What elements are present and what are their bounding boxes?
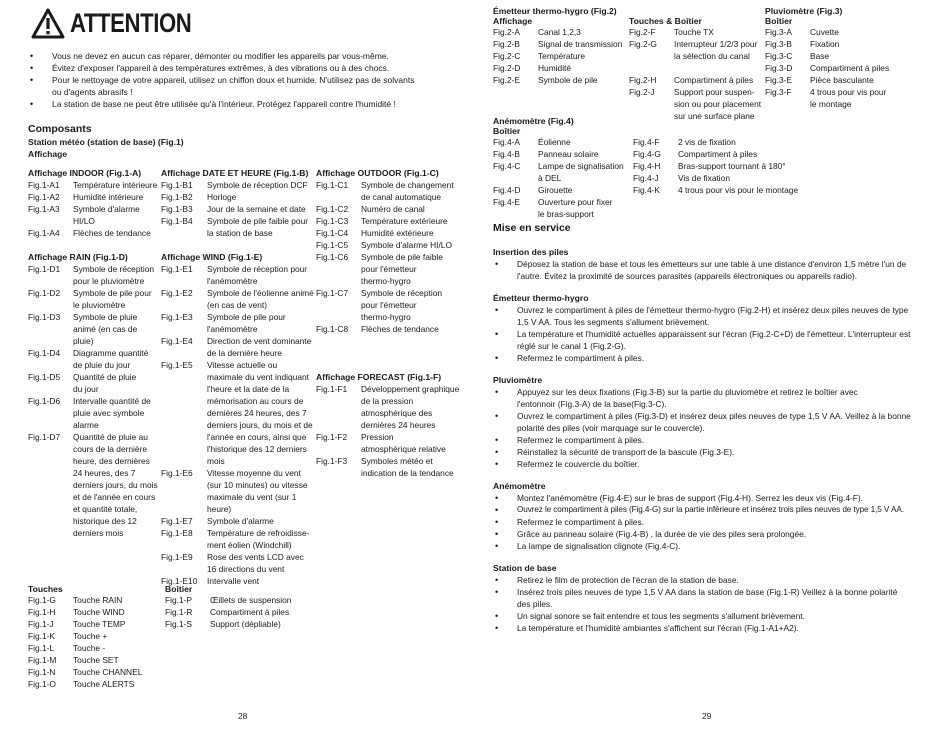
list-item: Fig.1-D7 Quantité de pluie au cours de la dernière heure, des dernières 24 heures, des 7 derniers jours, du mois et de l'année en cours et quantité totale, historique des 12 derniers mois (28, 432, 158, 538)
emetteur-touches (629, 17, 769, 122)
list-item: Fig.1-E2 Symbole de l'éolienne animé (en cas de vent) (161, 288, 314, 310)
warning-item: • Évitez d'exposer l'appareil à des températures extrêmes, à des vibrations ou à des chocs. (28, 62, 453, 74)
list-item: Fig.1-C5 Symbole d'alarme HI/LO (316, 240, 452, 250)
anemo-list-2 (633, 136, 833, 196)
bullet-item: • Retirez le film de protection de l'écran de la station de base. (493, 574, 923, 586)
anemo-boitier-heading: Boîtier (493, 126, 521, 136)
list-item: Fig.2-C Température (493, 51, 586, 61)
affichage-heading: Affichage (28, 149, 68, 159)
mise-en-service-body (493, 246, 923, 634)
anemo-heading: Anémomètre (Fig.4) (493, 116, 574, 126)
components-col-2 (161, 167, 315, 587)
list-item: Fig.4-K 4 trous pour vis pour le montage (633, 185, 799, 195)
boitier-section (165, 585, 315, 630)
list-item: Fig.4-H Bras-support tournant à 180° (633, 161, 786, 171)
list-item: Fig.1-N Touche CHANNEL (28, 667, 143, 677)
list-item: Fig.4-J Vis de fixation (633, 173, 730, 183)
list-item: Fig.4-B Panneau solaire (493, 149, 599, 159)
list-item: Fig.1-D5 Quantité de pluie du jour (28, 372, 137, 394)
list-item: Fig.1-O Touche ALERTS (28, 679, 135, 689)
section-heading: Anémomètre (493, 481, 546, 491)
emetteur-affichage (493, 17, 633, 86)
indoor-list (28, 179, 160, 239)
warning-item: • La station de base ne peut être utilisée qu'à l'intérieur. Protégez l'appareil contre l'humidité ! (28, 98, 453, 110)
list-item: Fig.4-C Lampe de signalisation à DEL (493, 161, 624, 183)
bullet-item: • Refermez le compartiment à piles. (493, 434, 923, 446)
right-page (475, 0, 950, 751)
list-item: Fig.1-K Touche + (28, 631, 108, 641)
list-item: Fig.1-D6 Intervalle quantité de pluie avec symbole alarme (28, 396, 151, 430)
list-item: Fig.1-E5 Vitesse actuelle ou maximale du vent indiquant l'heure et la date de la mémorisation au cours de dernières 24 heures, des 7 derniers jours, du mois et de l'année en cours, ainsi que l'historique des 12 derniers mois (161, 360, 313, 466)
list-item: Fig.1-D2 Symbole de pile pour le pluviomètre (28, 288, 152, 310)
list-item: Fig.1-C3 Température extérieure (316, 216, 448, 226)
touches-heading: Touches (28, 584, 63, 594)
bullet-item: • Ouvrez le compartiment à piles de l'émetteur thermo-hygro (Fig.2-H) et insérez deux piles neuves de type 1,5 V AA. Tous les segments s'allument brièvement. (493, 304, 912, 328)
list-item: Fig.2-B Signal de transmission (493, 39, 623, 49)
rain-heading: Affichage RAIN (Fig.1-D) (28, 252, 128, 262)
warning-item: • Pour le nettoyage de votre appareil, utilisez un chiffon doux et humide. N'utilisez pas de solvants ou d'agents abrasifs ! (28, 74, 422, 98)
list-item: Fig.4-F 2 vis de fixation (633, 137, 736, 147)
emetteur-affichage-heading: Affichage (493, 16, 533, 26)
list-item: Fig.2-E Symbole de pile (493, 75, 598, 85)
list-item: Fig.1-D3 Symbole de pluie animé (en cas de pluie) (28, 312, 138, 346)
bullet-item: • La température et l'humidité actuelles apparaissent sur l'écran (Fig.2-C+D) de l'émetteur. L'interrupteur est réglé sur le canal 1 (Fig.2-G). (493, 328, 917, 352)
attention-title: ATTENTION (70, 8, 192, 38)
list-item: Fig.3-C Base (765, 51, 830, 61)
bullet-item: • Réinstallez la sécurité de transport de la bascule (Fig.3-E). (493, 446, 923, 458)
outdoor-list (316, 179, 461, 335)
list-item: Fig.4-E Ouverture pour fixer le bras-support (493, 197, 613, 219)
wind-heading: Affichage WIND (Fig.1-E) (161, 252, 263, 262)
components-col-1 (28, 167, 160, 539)
list-item: Fig.1-S Support (dépliable) (165, 619, 281, 629)
list-item: Fig.2-J Support pour suspen-sion ou pour placement sur une surface plane (629, 87, 762, 121)
list-item: Fig.2-D Humidité (493, 63, 572, 73)
list-item: Fig.1-C8 Flèches de tendance (316, 324, 439, 334)
list-item: Fig.1-A2 Humidité intérieure (28, 192, 144, 202)
list-item: Fig.2-H Compartiment à piles (629, 75, 754, 85)
list-item: Fig.3-F 4 trous pour vis pour le montage (765, 87, 887, 109)
list-item: Fig.1-G Touche RAIN (28, 595, 123, 605)
pluvio-boitier (765, 17, 905, 110)
list-item: Fig.1-B3 Jour de la semaine et date (161, 204, 306, 214)
list-item: Fig.3-E Pièce basculante (765, 75, 874, 85)
list-item: Fig.1-E8 Température de refroidisse-ment éolien (Windchill) (161, 528, 310, 550)
bullet-item: • Refermez le compartiment à piles. (493, 516, 923, 528)
list-item: Fig.4-A Éolienne (493, 137, 571, 147)
bullet-item: • Refermez le compartiment à piles. (493, 352, 923, 364)
bullet-item: • Appuyez sur les deux fixations (Fig.3-B) sur la partie du pluviomètre et retirez le boîtier avec l'entonnoir (Fig.3-A) de la base(Fig.3-C). (493, 386, 867, 410)
bullet-item: • Montez l'anémomètre (Fig.4-E) sur le bras de support (Fig.4-H). Serrez les deux vis (Fig.4-F). (493, 492, 923, 504)
wind-list (161, 263, 315, 587)
anemo-list-1 (493, 136, 633, 220)
list-item: Fig.1-B1 Symbole de réception DCF (161, 180, 308, 190)
list-item: Fig.1-A3 Symbole d'alarme HI/LO (28, 204, 140, 226)
date-time-list (161, 179, 315, 239)
bullet-item: • Ouvrez le compartiment à piles (Fig.4-G) sur la partie inférieure et insérez trois piles neuves de type 1,5 V AA. (493, 504, 923, 516)
list-item: Fig.1-C6 Symbole de pile faible pour l'émetteur thermo-hygro (316, 252, 443, 286)
list-item: Fig.1-M Touche SET (28, 655, 119, 665)
list-item: Fig.1-C2 Numéro de canal (316, 204, 425, 214)
bullet-item: • Ouvrez le compartiment à piles (Fig.3-D) et insérez deux piles neuves de type 1,5 V AA. Veillez à la bonne polarité des piles (voir marquage sur le couvercle). (493, 410, 917, 434)
list-item: Fig.1-E6 Vitesse moyenne du vent (sur 10 minutes) ou vitesse maximale du vent (sur 1 heure) (161, 468, 308, 514)
warning-triangle-icon (31, 8, 65, 39)
list-item: Fig.1-B2 Horloge (161, 192, 237, 202)
list-item: Fig.1-E9 Rose des vents LCD avec 16 directions du vent (161, 552, 304, 574)
list-item: Fig.1-A4 Flèches de tendance (28, 228, 151, 238)
list-item: Fig.1-E7 Symbole d'alarme (161, 516, 274, 526)
list-item: Fig.1-B4 Symbole de pile faible pour la station de base (161, 216, 309, 238)
list-item: Fig.2-A Canal 1,2,3 (493, 27, 581, 37)
list-item: Fig.1-F3 Symboles météo et indication de la tendance (316, 456, 454, 478)
list-item: Fig.4-D Girouette (493, 185, 573, 195)
list-item: Fig.1-E10 Intervalle vent (161, 576, 260, 586)
bullet-item: • Insérez trois piles neuves de type 1,5 V AA dans la station de base (Fig.1-R) Veillez à la bonne polarité des piles. (493, 586, 912, 610)
bullet-item: • La température et l'humidité ambiantes s'affichent sur l'écran (Fig.1-A1+A2). (493, 622, 923, 634)
emetteur-touches-heading: Touches & Boîtier (629, 16, 702, 26)
list-item: Fig.1-L Touche - (28, 643, 106, 653)
list-item: Fig.1-P Œillets de suspension (165, 595, 292, 605)
list-item: Fig.2-F Touche TX (629, 27, 714, 37)
components-col-3 (316, 167, 461, 479)
list-item: Fig.4-G Compartiment à piles (633, 149, 758, 159)
list-item: Fig.1-H Touche WIND (28, 607, 125, 617)
list-item: Fig.2-G Interrupteur 1/2/3 pour la sélection du canal (629, 39, 758, 61)
list-item: Fig.1-C1 Symbole de changement de canal automatique (316, 180, 454, 202)
forecast-list (316, 383, 461, 479)
date-time-heading: Affichage DATE ET HEURE (Fig.1-B) (161, 168, 309, 178)
outdoor-heading: Affichage OUTDOOR (Fig.1-C) (316, 168, 439, 178)
list-item: Fig.3-A Cuvette (765, 27, 839, 37)
list-item: Fig.1-R Compartiment à piles (165, 607, 290, 617)
section-heading: Insertion des piles (493, 247, 569, 257)
mise-en-service-heading: Mise en service (493, 222, 571, 234)
list-item: Fig.1-J Touche TEMP (28, 619, 126, 629)
touches-section (28, 585, 160, 690)
bullet-item: • Un signal sonore se fait entendre et tous les segments s'allument brièvement. (493, 610, 923, 622)
list-item: Fig.1-A1 Température intérieure (28, 180, 158, 190)
pluvio-boitier-heading: Boîtier (765, 16, 793, 26)
bullet-item: • Déposez la station de base et tous les émetteurs sur une table à une distance d'environ 1,5 mètre l'un de l'autre. Évitez la proximité de sources parasites (appareils électroniques ou appareils radio). (493, 258, 912, 282)
section-heading: Station de base (493, 563, 557, 573)
indoor-heading: Affichage INDOOR (Fig.1-A) (28, 168, 142, 178)
emetteur-heading: Émetteur thermo-hygro (Fig.2) (493, 6, 617, 16)
boitier-heading: Boîtier (165, 584, 193, 594)
bullet-item: • La lampe de signalisation clignote (Fig.4-C). (493, 540, 923, 552)
rain-list (28, 263, 160, 539)
list-item: Fig.1-C4 Humidité extérieure (316, 228, 434, 238)
list-item: Fig.1-E3 Symbole de pile pour l'anémomètre (161, 312, 286, 334)
list-item: Fig.3-D Compartiment à piles (765, 63, 890, 73)
bullet-item: • Refermez le couvercle du boîtier. (493, 458, 923, 470)
list-item: Fig.1-F1 Développement graphique de la pression atmosphérique des dernières 24 heures (316, 384, 460, 430)
list-item: Fig.1-F2 Pression atmosphérique relative (316, 432, 446, 454)
list-item: Fig.1-D1 Symbole de réception pour le pluviomètre (28, 264, 155, 286)
components-heading: Composants (28, 123, 92, 135)
list-item: Fig.1-E4 Direction de vent dominante de la dernière heure (161, 336, 312, 358)
section-heading: Émetteur thermo-hygro (493, 293, 589, 303)
list-item: Fig.1-C7 Symbole de réception pour l'émetteur thermo-hygro (316, 288, 443, 322)
list-item: Fig.3-B Fixation (765, 39, 840, 49)
page-number: 29 (702, 711, 712, 721)
station-heading: Station météo (station de base) (Fig.1) (28, 137, 184, 147)
forecast-heading: Affichage FORECAST (Fig.1-F) (316, 372, 442, 382)
list-item: Fig.1-D4 Diagramme quantité de pluie du jour (28, 348, 149, 370)
bullet-item: • Grâce au panneau solaire (Fig.4-B) , la durée de vie des piles sera prolongée. (493, 528, 923, 540)
page-number: 28 (238, 711, 248, 721)
warning-item: • Vous ne devez en aucun cas réparer, démonter ou modifier les appareils par vous-même. (28, 50, 453, 62)
pluvio-heading: Pluviomètre (Fig.3) (765, 6, 843, 16)
warnings-list (28, 50, 453, 110)
list-item: Fig.1-E1 Symbole de réception pour l'anémomètre (161, 264, 308, 286)
section-heading: Pluviomètre (493, 375, 543, 385)
